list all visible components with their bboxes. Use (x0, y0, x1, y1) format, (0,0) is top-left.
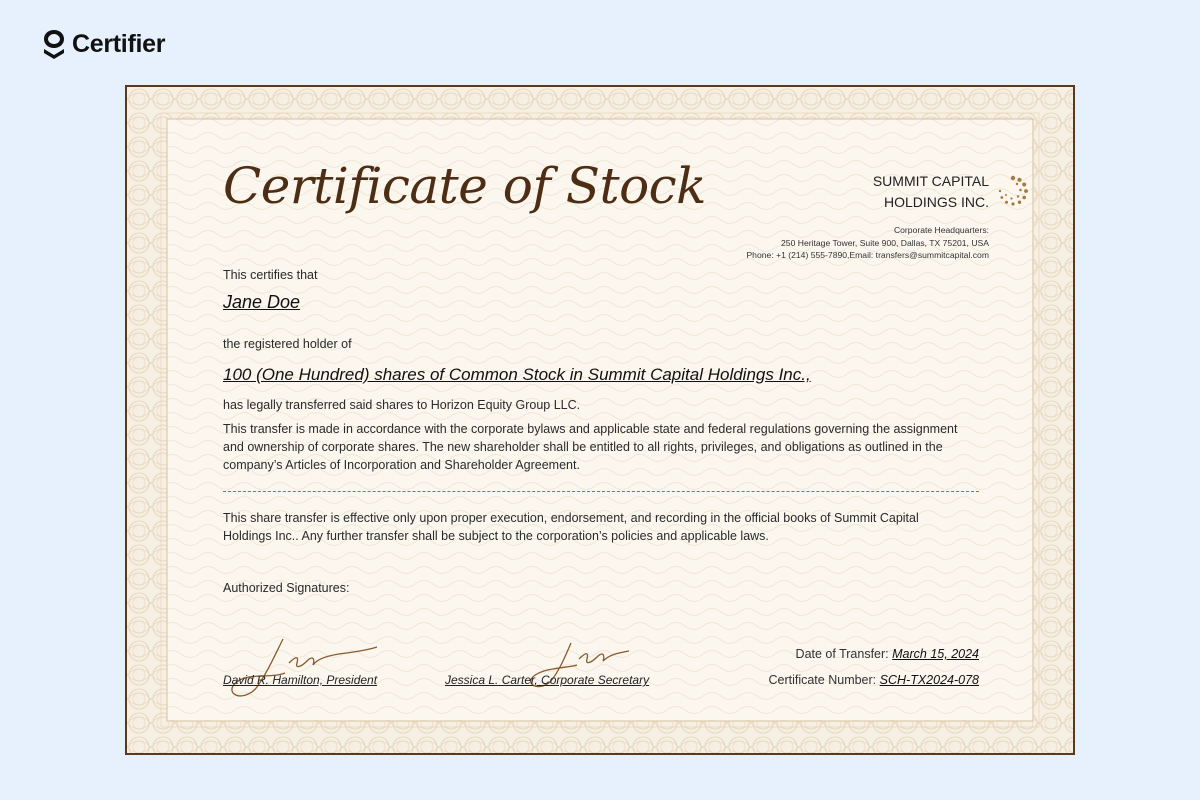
shares-description: 100 (One Hundred) shares of Common Stock in Summit Capital Holdings Inc., (223, 365, 811, 384)
accordance-paragraph: This transfer is made in accordance with the corporate bylaws and applicable state and federal regulations governing the assignment and ownership of corporate shares. The new shareholder shall be entitled to all rights, privileges, and obligations as outlined in the company’s Articles of Incorporation and Shareholder Agreement. (223, 422, 958, 472)
company-name-line2: HOLDINGS INC. (883, 194, 989, 210)
company-name-line1: SUMMIT CAPITAL (872, 173, 989, 189)
holder-name: Jane Doe (223, 292, 301, 312)
brand-name: Certifier (72, 29, 166, 58)
signature-drawing-1 (227, 633, 387, 703)
cert-number-value: SCH-TX2024-078 (879, 673, 979, 687)
certifies-text: This certifies that (223, 268, 318, 282)
signatory-1: David R. Hamilton, President (223, 673, 378, 687)
company-logo-icon (995, 173, 1031, 209)
hq-address: 250 Heritage Tower, Suite 900, Dallas, TX 75201, USA (781, 237, 989, 248)
certifier-logo-icon (42, 28, 66, 60)
hq-label: Corporate Headquarters: (893, 225, 989, 235)
section-divider (223, 491, 979, 492)
registered-text: the registered holder of (223, 337, 352, 351)
signatory-2: Jessica L. Carter, Corporate Secretary (445, 673, 650, 687)
stock-certificate (125, 85, 1075, 755)
certificate-number (768, 673, 979, 687)
company-block (873, 171, 989, 213)
date-of-transfer (796, 647, 979, 661)
date-value: March 15, 2024 (892, 647, 979, 661)
certificate-title: Certificate of Stock (223, 157, 706, 215)
date-label: Date of Transfer: (795, 647, 889, 661)
effective-paragraph: This share transfer is effective only upon proper execution, endorsement, and recording in the official books of Summit Capital Holdings Inc.. Any further transfer shall be subject to the corporation’s policies and applicable laws. (223, 511, 919, 543)
cert-number-label: Certificate Number: (768, 673, 877, 687)
company-contact (746, 224, 989, 262)
hq-contact: Phone: +1 (214) 555-7890,Email: transfers@summitcapital.com (746, 250, 989, 260)
brand-logo[interactable] (42, 28, 165, 60)
transfer-text: has legally transferred said shares to Horizon Equity Group LLC. (223, 398, 581, 412)
authorized-signatures-label: Authorized Signatures: (223, 581, 350, 595)
